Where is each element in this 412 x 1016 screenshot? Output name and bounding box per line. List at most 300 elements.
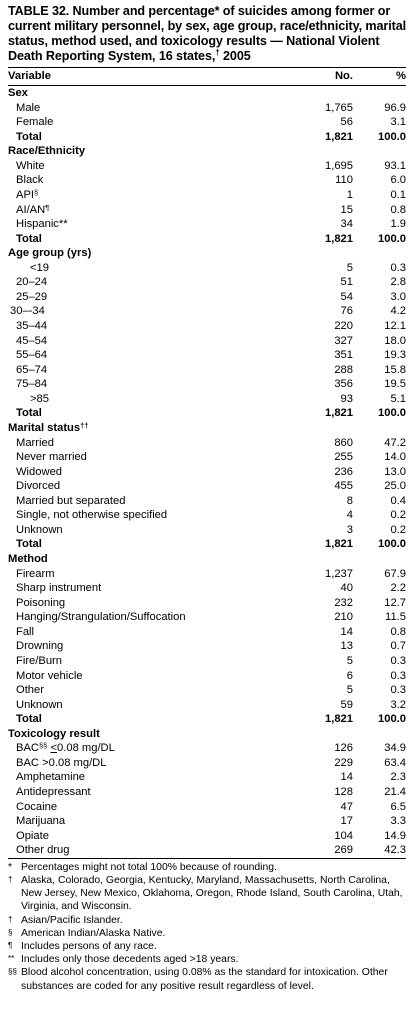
row-label-text: AI/AN: [16, 203, 46, 216]
row-label: [8, 304, 293, 319]
row-count: 59: [340, 698, 353, 711]
row-count: 15: [340, 203, 353, 216]
section-spacer-pct: [361, 727, 406, 742]
table-row: [8, 508, 406, 523]
section-spacer-pct: [361, 246, 406, 261]
row-label-text: White: [16, 159, 45, 172]
row-count: 1,237: [325, 567, 353, 580]
table-row: [8, 348, 406, 363]
row-label-text: Cocaine: [16, 800, 58, 813]
row-count: 1,821: [325, 130, 353, 143]
row-label-text: Hispanic**: [16, 218, 68, 231]
row-label-text: Never married: [16, 451, 87, 464]
row-label-text: Other drug: [16, 844, 70, 857]
row-count: 455: [334, 480, 353, 493]
section-title: [8, 552, 293, 567]
row-percent: 21.4: [384, 786, 406, 798]
row-percent: 19.3: [384, 349, 406, 362]
row-label: [8, 800, 293, 815]
row-count: 1,821: [325, 538, 353, 551]
section-spacer-pct: [361, 552, 406, 567]
section-title: [8, 421, 293, 436]
table-row: [8, 363, 406, 378]
section-spacer-no: [293, 421, 361, 436]
table-row: [8, 523, 406, 538]
row-label-text: Married: [16, 436, 54, 449]
row-count: 236: [334, 465, 353, 478]
row-label: [8, 377, 293, 392]
row-label: [8, 698, 293, 713]
row-label-text: Antidepressant: [16, 786, 91, 798]
table-title-year: 2005: [219, 49, 251, 63]
row-label: [8, 639, 293, 654]
row-label-text: <19: [30, 261, 49, 274]
row-label-text: Fall: [16, 625, 35, 638]
row-percent: 63.4: [384, 756, 406, 769]
row-label: [8, 392, 293, 407]
table-row: [8, 217, 406, 232]
row-count: 126: [334, 742, 353, 755]
row-label-text: Other: [16, 684, 44, 697]
table-row: [8, 261, 406, 276]
total-row: [8, 406, 406, 421]
row-count: 17: [340, 815, 353, 828]
row-percent: 12.7: [384, 596, 406, 609]
row-percent: 6.5: [390, 800, 406, 813]
row-label-text: 65–74: [16, 363, 48, 376]
row-label-text: 75–84: [16, 378, 48, 391]
row-label-text: 45–54: [16, 334, 48, 347]
row-percent: 96.9: [384, 101, 406, 114]
row-label: [8, 567, 293, 582]
table-row: [8, 756, 406, 771]
row-label: [8, 203, 293, 218]
row-percent: 2.3: [390, 771, 406, 784]
row-count: 51: [340, 276, 353, 289]
section-spacer-no: [293, 144, 361, 159]
row-label: [8, 436, 293, 451]
footnote-mark: §§: [8, 967, 17, 977]
row-label-text: BAC >0.08 mg/DL: [16, 756, 107, 769]
section-title-text: Race/Ethnicity: [8, 145, 86, 158]
row-count: 1,765: [325, 101, 353, 114]
row-label: [8, 537, 293, 552]
row-percent: 0.3: [390, 684, 406, 697]
row-percent: 0.1: [390, 188, 406, 201]
row-percent: 3.0: [390, 290, 406, 303]
table-row: [8, 159, 406, 174]
row-label: [8, 829, 293, 844]
row-label: [8, 814, 293, 829]
table-row: [8, 304, 406, 319]
row-percent: 93.1: [384, 159, 406, 172]
row-count: 104: [334, 829, 353, 842]
footnote-text: Percentages might not total 100% because of rounding.: [21, 861, 277, 873]
table-title-mark: †: [215, 47, 220, 57]
footnote: [8, 953, 406, 966]
row-percent: 3.1: [390, 116, 406, 129]
row-count: 128: [334, 786, 353, 798]
section-title: [8, 246, 293, 261]
row-count: 56: [340, 116, 353, 129]
row-percent: 100.0: [378, 713, 406, 726]
table-row: [8, 465, 406, 480]
row-label: [8, 596, 293, 611]
row-label: [8, 741, 293, 756]
footnote-mark: ¶: [8, 941, 13, 951]
row-count: 3: [346, 523, 353, 536]
row-label: [8, 290, 293, 305]
row-count: 93: [340, 392, 353, 405]
section-title: [8, 86, 293, 101]
row-count: 1: [346, 188, 353, 201]
row-label-text: Poisoning: [16, 596, 66, 609]
section-spacer-no: [293, 552, 361, 567]
section-header-row: [8, 552, 406, 567]
row-label-text: API: [16, 188, 35, 201]
row-percent: 0.3: [390, 261, 406, 274]
row-label-text: Male: [16, 101, 41, 114]
row-percent: 18.0: [384, 334, 406, 347]
row-label-underlined: <: [50, 742, 58, 755]
row-count: 14: [340, 625, 353, 638]
table-row: [8, 698, 406, 713]
row-label-text: Opiate: [16, 829, 49, 842]
row-count: 14: [340, 771, 353, 784]
row-count: 210: [334, 611, 353, 624]
row-label: [8, 669, 293, 684]
row-label: [8, 756, 293, 771]
row-count: 255: [334, 451, 353, 464]
row-label-text: Firearm: [16, 567, 55, 580]
row-label-text: 25–29: [16, 290, 48, 303]
row-label-text: Widowed: [16, 465, 63, 478]
total-row: [8, 130, 406, 145]
row-label-text: Fire/Burn: [16, 654, 63, 667]
row-label-text: Unknown: [16, 523, 63, 536]
row-count: 232: [334, 596, 353, 609]
row-label-mark: §: [34, 187, 39, 197]
row-percent: 14.9: [384, 829, 406, 842]
row-percent: 6.0: [390, 174, 406, 187]
row-count: 327: [334, 334, 353, 347]
row-percent: 12.1: [384, 320, 406, 332]
row-label-mark: ¶: [45, 202, 50, 212]
row-percent: 42.3: [361, 843, 406, 858]
table-row: [8, 450, 406, 465]
row-count: 1,821: [325, 407, 353, 420]
row-label: [8, 843, 293, 858]
table-row: [8, 319, 406, 334]
row-percent: 100.0: [378, 407, 406, 420]
table-row: [8, 392, 406, 407]
section-title-text: Method: [8, 553, 48, 565]
row-percent: 0.2: [390, 523, 406, 536]
footnote-text: Asian/Pacific Islander.: [21, 914, 123, 926]
footnote-mark: §: [8, 927, 13, 937]
row-label: [8, 406, 293, 421]
section-title-text: Toxicology result: [8, 727, 100, 740]
table-row: [8, 581, 406, 596]
row-count: 76: [340, 305, 353, 318]
row-label: [8, 188, 293, 203]
row-percent: 14.0: [384, 451, 406, 464]
section-spacer-pct: [361, 421, 406, 436]
footnote-mark: **: [8, 954, 15, 964]
row-percent: 4.2: [390, 305, 406, 318]
total-row: [8, 537, 406, 552]
row-label-text: Total: [16, 407, 42, 420]
row-percent: 100.0: [378, 538, 406, 551]
footnote-text: Alaska, Colorado, Georgia, Kentucky, Maryland, Massachusetts, North Carolina, New Jersey, New Mexico, Oklahoma, Oregon, Rhode Island, South Carolina, Utah, Virginia, and Wisconsin.: [21, 875, 403, 913]
footnote-mark: †: [8, 914, 13, 924]
section-spacer-pct: [361, 144, 406, 159]
footnote-text: Includes only those decedents aged >18 years.: [21, 954, 239, 966]
data-table: [8, 67, 406, 859]
row-count: 4: [346, 509, 353, 522]
table-row: [8, 479, 406, 494]
table-row: [8, 654, 406, 669]
section-title-text: Marital status: [8, 421, 81, 434]
table-row: [8, 610, 406, 625]
row-percent: 1.9: [390, 218, 406, 231]
table-row: [8, 669, 406, 684]
row-label-text: Married but separated: [16, 494, 126, 507]
row-label-text: Marijuana: [16, 815, 66, 828]
section-header-row: [8, 86, 406, 101]
row-label-text: Hanging/Strangulation/Suffocation: [16, 611, 186, 624]
header-no: No.: [293, 68, 361, 86]
row-label: [8, 101, 293, 116]
row-percent: 25.0: [384, 480, 406, 493]
row-label: [8, 115, 293, 130]
row-label: [8, 275, 293, 290]
row-label: [8, 479, 293, 494]
row-percent: 100.0: [378, 232, 406, 245]
row-label: [8, 217, 293, 232]
row-label-text: BAC: [16, 742, 40, 755]
footnote-text: Blood alcohol concentration, using 0.08% as the standard for intoxication. Other substances are coded for any positive result regardless of level.: [21, 967, 388, 992]
section-title: [8, 727, 293, 742]
row-count: 5: [346, 654, 353, 667]
row-count: 34: [340, 218, 353, 231]
row-label: [8, 465, 293, 480]
table-body: [8, 86, 406, 859]
row-percent: 34.9: [384, 742, 406, 755]
row-label-text: Female: [16, 116, 54, 129]
table-row: [8, 741, 406, 756]
row-label: [8, 363, 293, 378]
section-header-row: [8, 727, 406, 742]
row-count: 5: [346, 261, 353, 274]
row-percent: 47.2: [384, 436, 406, 449]
row-percent: 3.2: [390, 698, 406, 711]
row-count: 351: [334, 349, 353, 362]
row-count: 8: [346, 494, 353, 507]
row-label: [8, 654, 293, 669]
row-label-text: Total: [16, 130, 42, 143]
row-label: [8, 523, 293, 538]
row-count: 13: [340, 640, 353, 653]
footnote: [8, 874, 406, 914]
row-percent: 13.0: [384, 465, 406, 478]
footnotes: [8, 861, 406, 993]
table-row: [8, 639, 406, 654]
row-label: [8, 232, 293, 247]
row-label-text: Total: [16, 538, 42, 551]
row-label-text: Motor vehicle: [16, 669, 83, 682]
row-label: [8, 261, 293, 276]
row-label: [8, 581, 293, 596]
row-percent: 0.7: [390, 640, 406, 653]
row-label-text: Single, not otherwise specified: [16, 509, 168, 522]
row-label-text: Divorced: [16, 480, 61, 493]
row-count: 269: [293, 843, 361, 858]
row-percent: 0.4: [390, 494, 406, 507]
section-title-text: Age group (yrs): [8, 247, 92, 260]
row-label: [8, 494, 293, 509]
row-count: 47: [340, 800, 353, 813]
header-variable: Variable: [8, 68, 293, 86]
row-label-text: Black: [16, 174, 44, 187]
footnote: [8, 914, 406, 927]
row-percent: 19.5: [384, 378, 406, 391]
table-row: [8, 567, 406, 582]
row-count: 220: [334, 320, 353, 332]
row-count: 229: [334, 756, 353, 769]
row-percent: 0.8: [390, 203, 406, 216]
section-header-row: [8, 144, 406, 159]
row-percent: 5.1: [390, 392, 406, 405]
table-row: [8, 683, 406, 698]
row-label: [8, 610, 293, 625]
row-count: 54: [340, 290, 353, 303]
row-label-text: 35–44: [16, 320, 48, 332]
section-title: [8, 144, 293, 159]
row-percent: 100.0: [378, 130, 406, 143]
row-label: [8, 683, 293, 698]
row-label: [8, 625, 293, 640]
table-row: [8, 334, 406, 349]
total-row: [8, 232, 406, 247]
table-row: [8, 290, 406, 305]
row-label-text: >85: [30, 392, 49, 405]
row-percent: 0.8: [390, 625, 406, 638]
row-count: 110: [335, 174, 353, 187]
row-count: 288: [334, 363, 353, 376]
row-count: 6: [346, 669, 353, 682]
table-row: [8, 173, 406, 188]
table-row: [8, 377, 406, 392]
row-label: [8, 319, 293, 334]
row-label: [8, 130, 293, 145]
row-percent: 2.8: [390, 276, 406, 289]
row-label-text: 55–64: [16, 349, 48, 362]
table-row: [8, 625, 406, 640]
row-percent: 0.2: [390, 509, 406, 522]
row-label-text: Sharp instrument: [16, 582, 102, 595]
table-row: [8, 101, 406, 116]
table-row: [8, 188, 406, 203]
section-title-mark: ††: [80, 420, 89, 430]
section-spacer-no: [293, 727, 361, 742]
row-label: [8, 450, 293, 465]
row-label-text: Total: [16, 713, 42, 726]
row-count: 40: [340, 582, 353, 595]
footnote: [8, 966, 406, 992]
table-row: [8, 770, 406, 785]
table-title: [8, 4, 406, 64]
row-label: [8, 348, 293, 363]
row-label-text: Drowning: [16, 640, 64, 653]
table-title-text: TABLE 32. Number and percentage* of suicides among former or current military personnel, by sex, age group, race/ethnicity, marital status, method used, and toxicology results — National Violent Death Reporting System, 16 states,: [8, 4, 406, 63]
section-header-row: [8, 246, 406, 261]
row-label-text: 30–-34: [10, 305, 45, 318]
table-row: [8, 785, 406, 800]
row-count: 356: [334, 378, 353, 391]
row-label: [8, 508, 293, 523]
section-spacer-no: [293, 246, 361, 261]
footnote-text: Includes persons of any race.: [21, 941, 157, 953]
table-row: [8, 203, 406, 218]
row-label: [8, 785, 293, 800]
row-label: [8, 712, 293, 727]
row-percent: 11.5: [385, 611, 406, 624]
footnote: [8, 940, 406, 953]
row-percent: 0.3: [390, 654, 406, 667]
table-row: [8, 494, 406, 509]
section-header-row: [8, 421, 406, 436]
table-row: [8, 275, 406, 290]
table-row: [8, 436, 406, 451]
table-row: [8, 814, 406, 829]
row-label: [8, 159, 293, 174]
table-row: [8, 115, 406, 130]
table-header-row: [8, 68, 406, 86]
row-label: [8, 173, 293, 188]
row-label-tail: 0.08 mg/DL: [57, 742, 115, 755]
row-percent: 2.2: [390, 582, 406, 595]
row-count: 5: [346, 684, 353, 697]
section-title-text: Sex: [8, 87, 28, 99]
footnote-text: American Indian/Alaska Native.: [21, 927, 166, 939]
footnote-mark: *: [8, 861, 13, 873]
row-percent: 67.9: [384, 567, 406, 580]
table-row: [8, 829, 406, 844]
row-count: 860: [334, 436, 353, 449]
footnote: [8, 927, 406, 940]
total-row: [8, 712, 406, 727]
row-count: 1,695: [325, 159, 353, 172]
row-count: 1,821: [325, 232, 353, 245]
row-percent: 0.3: [390, 669, 406, 682]
row-percent: 3.3: [390, 815, 406, 828]
header-pct: %: [361, 68, 406, 86]
row-label-text: Amphetamine: [16, 771, 86, 784]
row-percent: 15.8: [384, 363, 406, 376]
section-spacer-pct: [361, 86, 406, 101]
row-label: [8, 334, 293, 349]
row-label-text: Total: [16, 232, 42, 245]
row-label-text: Unknown: [16, 698, 63, 711]
table-row: [8, 596, 406, 611]
table-row: [8, 843, 406, 858]
footnote-mark: †: [8, 875, 13, 885]
row-label-mark: §§: [39, 741, 48, 751]
footnote: [8, 861, 406, 874]
table-row: [8, 800, 406, 815]
section-spacer-no: [293, 86, 361, 101]
